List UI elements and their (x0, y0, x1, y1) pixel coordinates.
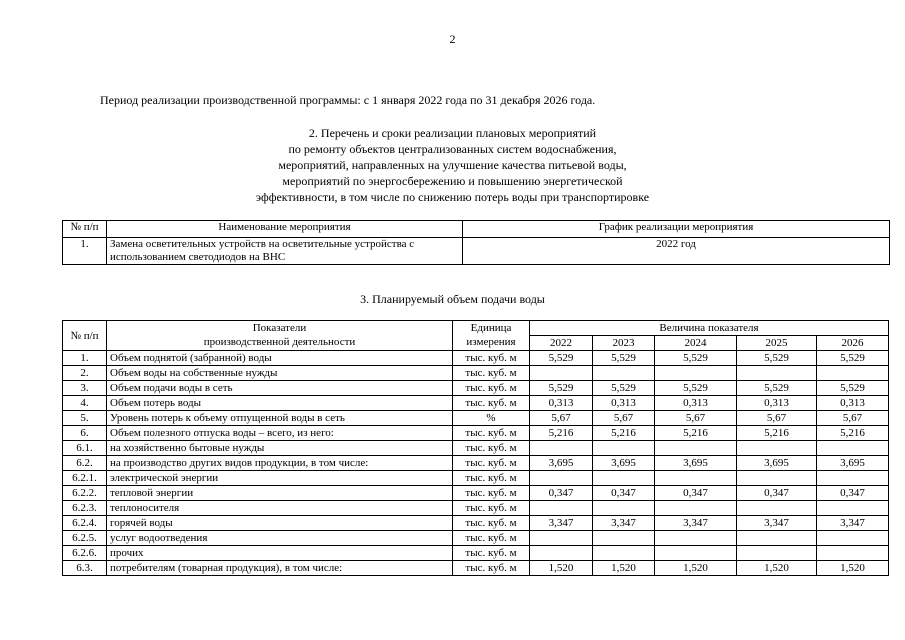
value-cell (655, 546, 737, 561)
value-cell (817, 546, 889, 561)
value-cell (655, 366, 737, 381)
value-cell (593, 366, 655, 381)
unit: тыс. куб. м (453, 561, 530, 576)
table-row (63, 238, 890, 265)
value-cell: 5,216 (530, 426, 593, 441)
value-cell (737, 441, 817, 456)
unit: тыс. куб. м (453, 396, 530, 411)
unit: тыс. куб. м (453, 531, 530, 546)
value-cell: 0,347 (530, 486, 593, 501)
row-no: 4. (63, 396, 107, 411)
value-cell (530, 501, 593, 516)
header-year: 2023 (593, 336, 655, 351)
row-no: 3. (63, 381, 107, 396)
value-cell (817, 366, 889, 381)
value-cell: 3,695 (593, 456, 655, 471)
header-year: 2025 (737, 336, 817, 351)
header-unit-line2: измерения (466, 336, 516, 348)
value-cell: 5,216 (655, 426, 737, 441)
value-cell (530, 546, 593, 561)
value-cell: 3,347 (530, 516, 593, 531)
header-indicator (107, 321, 453, 351)
section3-title: 3. Планируемый объем подачи воды (360, 292, 545, 306)
value-cell: 0,313 (593, 396, 655, 411)
unit: тыс. куб. м (453, 441, 530, 456)
value-cell: 5,529 (817, 351, 889, 366)
unit: % (453, 411, 530, 426)
row-no: 6.2. (63, 456, 107, 471)
table-row (63, 561, 889, 576)
indicator-name: тепловой энергии (107, 486, 453, 501)
table-row (63, 381, 889, 396)
value-cell (593, 441, 655, 456)
indicator-name: Объем потерь воды (107, 396, 453, 411)
indicator-name: горячей воды (107, 516, 453, 531)
header-unit (453, 321, 530, 351)
table-row (63, 351, 889, 366)
value-cell: 5,529 (737, 381, 817, 396)
header-year: 2024 (655, 336, 737, 351)
value-cell (655, 531, 737, 546)
value-cell: 5,529 (655, 381, 737, 396)
unit: тыс. куб. м (453, 366, 530, 381)
value-cell: 0,347 (737, 486, 817, 501)
header-indicator-line1: Показатели (252, 322, 307, 334)
value-cell: 5,529 (593, 381, 655, 396)
value-cell (593, 531, 655, 546)
table-row (63, 366, 889, 381)
header-schedule: График реализации мероприятия (463, 221, 890, 238)
unit: тыс. куб. м (453, 501, 530, 516)
value-cell: 0,347 (817, 486, 889, 501)
section2-title-line: по ремонту объектов централизованных систем водоснабжения, (288, 142, 617, 156)
value-cell: 5,529 (655, 351, 737, 366)
value-cell (737, 531, 817, 546)
indicator-name: Объем поднятой (забранной) воды (107, 351, 453, 366)
value-cell (737, 471, 817, 486)
value-cell (530, 471, 593, 486)
value-cell (737, 546, 817, 561)
value-cell: 5,67 (817, 411, 889, 426)
value-cell: 5,67 (737, 411, 817, 426)
value-cell: 1,520 (530, 561, 593, 576)
section2-title (0, 125, 905, 205)
value-cell: 3,347 (655, 516, 737, 531)
value-cell: 5,529 (737, 351, 817, 366)
value-cell (817, 441, 889, 456)
value-cell: 1,520 (593, 561, 655, 576)
section2-title-line: эффективности, в том числе по снижению потерь воды при транспортировке (255, 190, 650, 204)
indicator-name: Объем подачи воды в сеть (107, 381, 453, 396)
table-header-row (63, 321, 889, 336)
section2-title-line: 2. Перечень и сроки реализации плановых мероприятий (308, 126, 597, 140)
row-no: 6.2.1. (63, 471, 107, 486)
row-no: 6.3. (63, 561, 107, 576)
value-cell: 5,67 (593, 411, 655, 426)
table-row (63, 456, 889, 471)
table-row (63, 471, 889, 486)
row-no: 5. (63, 411, 107, 426)
header-value: Величина показателя (530, 321, 889, 336)
unit: тыс. куб. м (453, 471, 530, 486)
value-cell (530, 366, 593, 381)
value-cell: 5,216 (737, 426, 817, 441)
unit: тыс. куб. м (453, 546, 530, 561)
value-cell: 3,695 (737, 456, 817, 471)
value-cell (655, 441, 737, 456)
value-cell (530, 531, 593, 546)
activities-table (62, 220, 890, 265)
value-cell: 3,695 (817, 456, 889, 471)
value-cell: 5,529 (593, 351, 655, 366)
value-cell: 0,313 (737, 396, 817, 411)
value-cell (593, 501, 655, 516)
water-supply-table-body (63, 351, 889, 576)
value-cell (737, 501, 817, 516)
unit: тыс. куб. м (453, 456, 530, 471)
indicator-name: Объем полезного отпуска воды – всего, из него: (107, 426, 453, 441)
row-no: 1. (63, 238, 107, 265)
value-cell: 0,313 (817, 396, 889, 411)
page-number: 2 (449, 32, 456, 46)
value-cell (817, 531, 889, 546)
unit: тыс. куб. м (453, 486, 530, 501)
value-cell: 1,520 (737, 561, 817, 576)
header-unit-line1: Единица (470, 322, 512, 334)
indicator-name: на производство других видов продукции, в том числе: (107, 456, 453, 471)
header-year: 2026 (817, 336, 889, 351)
header-no: № п/п (63, 221, 107, 238)
table-row (63, 546, 889, 561)
activity-name: Замена осветительных устройств на осветительные устройства с использованием светодиодов на ВНС (107, 238, 463, 265)
value-cell (593, 546, 655, 561)
value-cell: 5,529 (530, 351, 593, 366)
indicator-name: электрической энергии (107, 471, 453, 486)
unit: тыс. куб. м (453, 381, 530, 396)
header-year: 2022 (530, 336, 593, 351)
program-period-text: Период реализации производственной программы: с 1 января 2022 года по 31 декабря 2026 года. (100, 93, 596, 107)
row-no: 6.2.3. (63, 501, 107, 516)
value-cell (593, 471, 655, 486)
value-cell: 5,529 (530, 381, 593, 396)
indicator-name: теплоносителя (107, 501, 453, 516)
value-cell: 0,313 (530, 396, 593, 411)
value-cell: 0,347 (593, 486, 655, 501)
header-activity-name: Наименование мероприятия (107, 221, 463, 238)
row-no: 6.2.5. (63, 531, 107, 546)
value-cell (655, 501, 737, 516)
value-cell (737, 366, 817, 381)
value-cell: 3,695 (655, 456, 737, 471)
value-cell: 5,216 (593, 426, 655, 441)
value-cell: 3,347 (737, 516, 817, 531)
value-cell: 3,347 (817, 516, 889, 531)
row-no: 6.2.2. (63, 486, 107, 501)
row-no: 1. (63, 351, 107, 366)
table-row (63, 531, 889, 546)
value-cell: 0,313 (655, 396, 737, 411)
value-cell: 5,67 (530, 411, 593, 426)
table-row (63, 426, 889, 441)
value-cell: 5,216 (817, 426, 889, 441)
value-cell: 1,520 (655, 561, 737, 576)
value-cell (817, 501, 889, 516)
row-no: 6.1. (63, 441, 107, 456)
value-cell: 1,520 (817, 561, 889, 576)
row-no: 6.2.4. (63, 516, 107, 531)
row-no: 6. (63, 426, 107, 441)
table-row (63, 486, 889, 501)
value-cell (817, 471, 889, 486)
table-row (63, 441, 889, 456)
indicator-name: потребителям (товарная продукция), в том числе: (107, 561, 453, 576)
row-no: 6.2.6. (63, 546, 107, 561)
table-header-row (63, 221, 890, 238)
header-no: № п/п (63, 321, 107, 351)
unit: тыс. куб. м (453, 516, 530, 531)
value-cell (530, 441, 593, 456)
activity-schedule: 2022 год (463, 238, 890, 265)
value-cell: 3,695 (530, 456, 593, 471)
row-no: 2. (63, 366, 107, 381)
table-row (63, 501, 889, 516)
value-cell (655, 471, 737, 486)
indicator-name: на хозяйственно бытовые нужды (107, 441, 453, 456)
indicator-name: услуг водоотведения (107, 531, 453, 546)
indicator-name: Уровень потерь к объему отпущенной воды в сеть (107, 411, 453, 426)
value-cell: 3,347 (593, 516, 655, 531)
value-cell: 5,529 (817, 381, 889, 396)
table-row (63, 516, 889, 531)
indicator-name: прочих (107, 546, 453, 561)
table-row (63, 411, 889, 426)
indicator-name: Объем воды на собственные нужды (107, 366, 453, 381)
table-row (63, 396, 889, 411)
section2-title-line: мероприятий, направленных на улучшение качества питьевой воды, (278, 158, 627, 172)
value-cell: 0,347 (655, 486, 737, 501)
unit: тыс. куб. м (453, 351, 530, 366)
unit: тыс. куб. м (453, 426, 530, 441)
header-indicator-line2: производственной деятельности (203, 336, 356, 348)
section2-title-line: мероприятий по энергосбережению и повышению энергетической (282, 174, 623, 188)
value-cell: 5,67 (655, 411, 737, 426)
water-supply-table (62, 320, 889, 576)
